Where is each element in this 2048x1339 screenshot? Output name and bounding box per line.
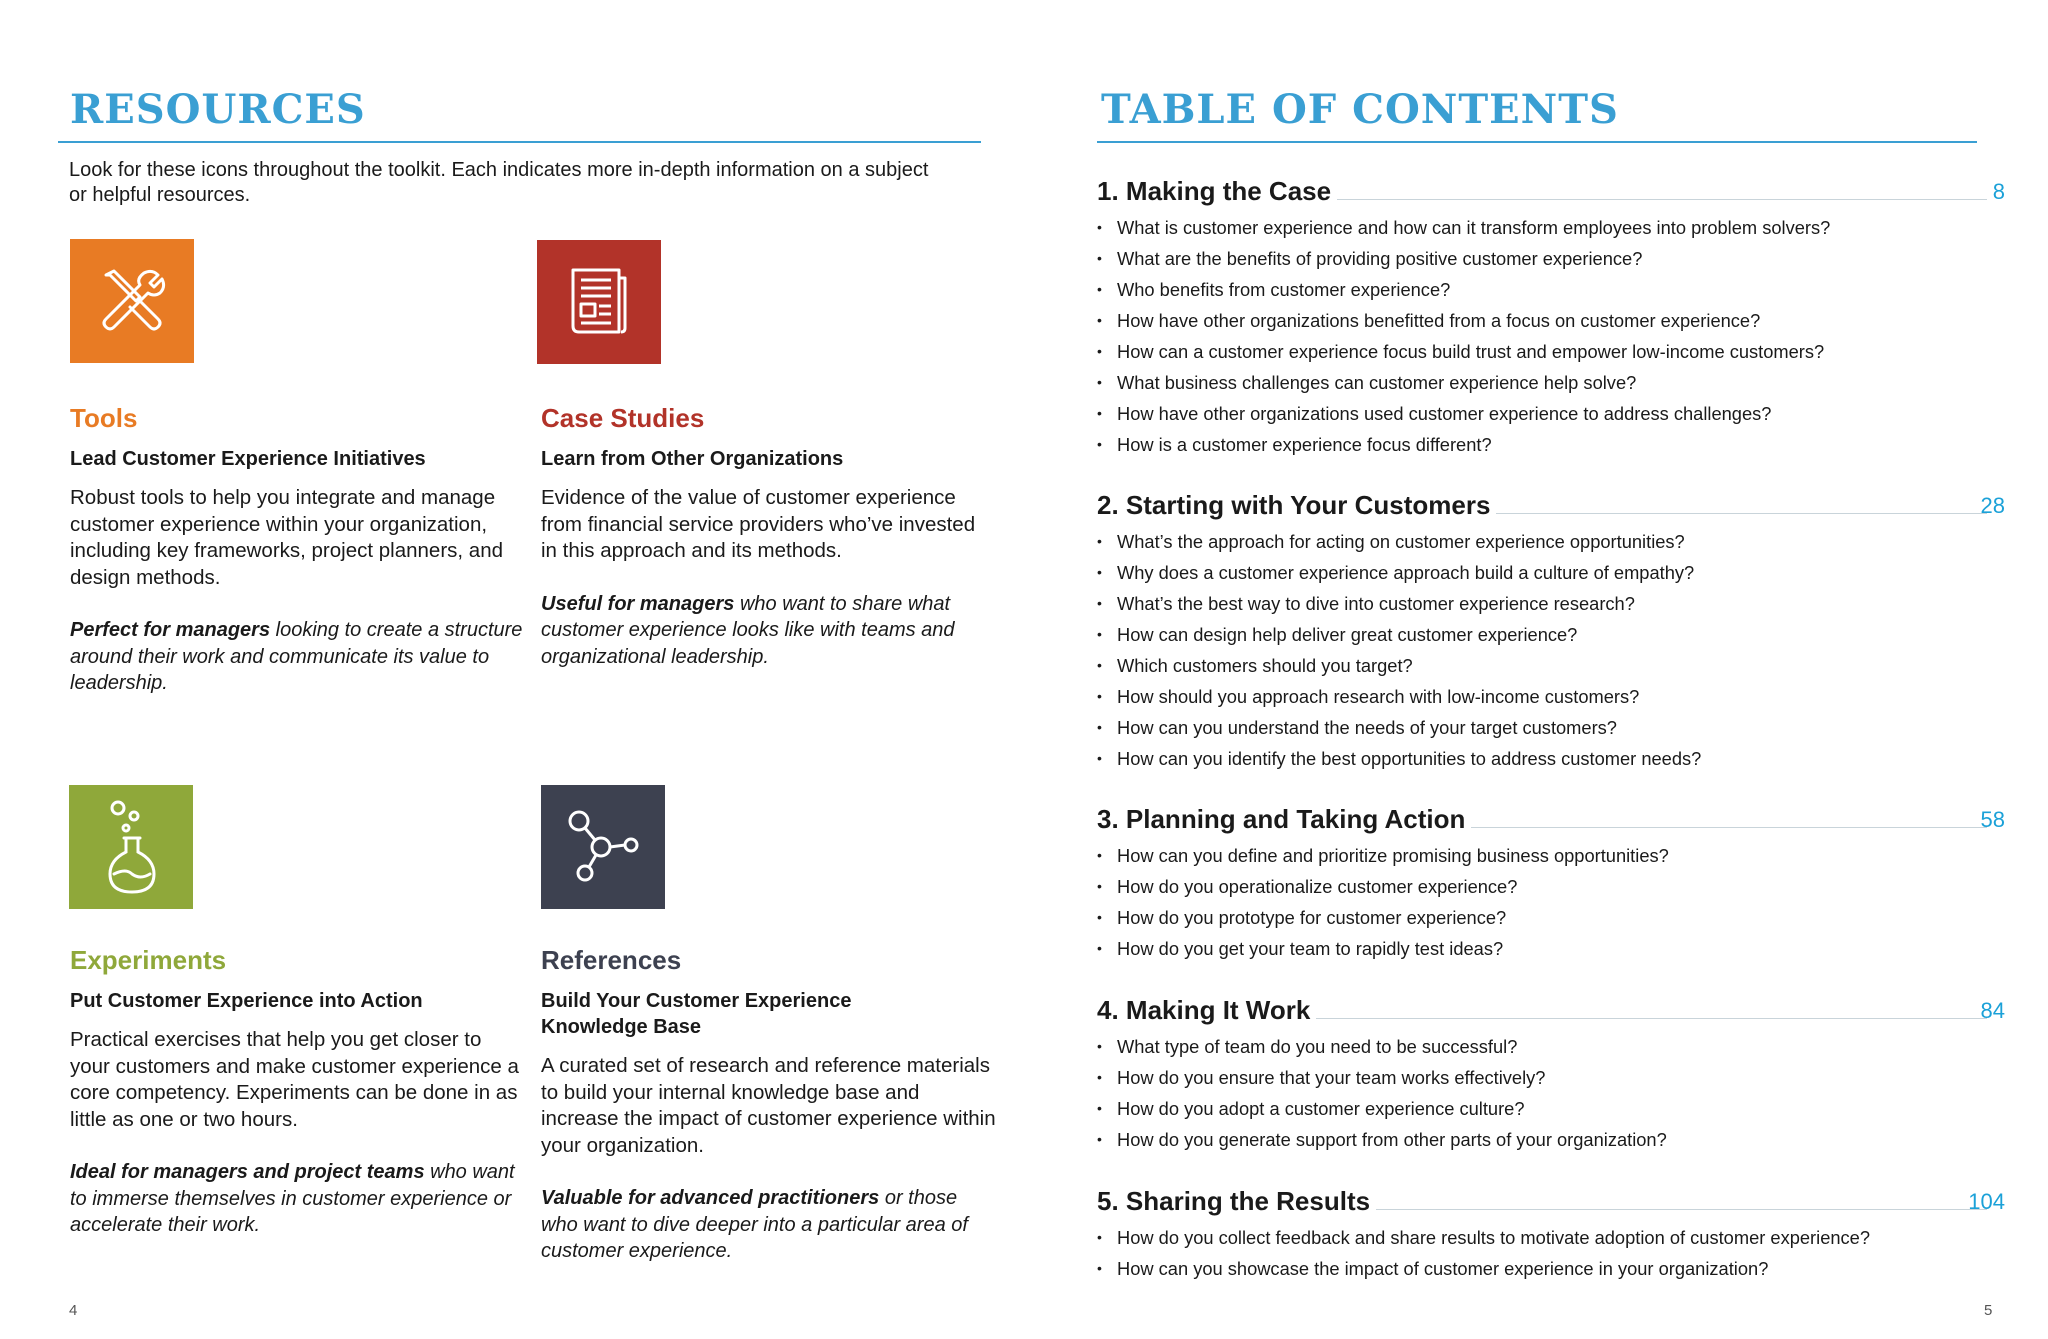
tools-description: Robust tools to help you integrate and manage customer experience within your organization, including key frameworks, project planners, and design methods. [70, 486, 503, 589]
list-item: • How have other organizations benefitted from a focus on customer experience? [1097, 305, 1987, 336]
tools-icon [70, 239, 194, 363]
list-item: • Why does a customer experience approach build a culture of empathy? [1097, 557, 1987, 588]
tools-title: Tools [70, 403, 138, 433]
toc-section-2 [1097, 487, 2005, 774]
case-studies-title: Case Studies [541, 403, 705, 433]
list-item: • How is a customer experience focus different? [1097, 429, 1987, 460]
references-subtitle: Build Your Customer Experience Knowledge Base [541, 990, 852, 1038]
toc-section-4 [1097, 992, 2005, 1155]
list-item: • How should you approach research with low-income customers? [1097, 681, 1987, 712]
case-studies-subtitle: Learn from Other Organizations [541, 448, 844, 470]
experiments-note-rest: who want to immerse themselves in customer experience or accelerate their work. [70, 1161, 515, 1236]
toc-leader-line [1471, 827, 1987, 828]
toc-question-list [1097, 1031, 1987, 1155]
toc-section-title: 1. Making the Case [1097, 175, 1337, 207]
list-item: • What’s the approach for acting on customer experience opportunities? [1097, 526, 1987, 557]
toc-section-title: 2. Starting with Your Customers [1097, 489, 1496, 521]
toc-question-list [1097, 526, 1987, 774]
list-item: • What is customer experience and how can it transform employees into problem solvers? [1097, 212, 1987, 243]
list-item: • How can design help deliver great customer experience? [1097, 619, 1987, 650]
network-icon [541, 785, 665, 909]
list-item: • How do you adopt a customer experience culture? [1097, 1093, 1987, 1124]
toc-leader-line [1337, 199, 1987, 200]
experiments-note [70, 1159, 525, 1239]
list-item: • How do you generate support from other parts of your organization? [1097, 1124, 1987, 1155]
toc-leader-line [1316, 1018, 1987, 1019]
list-item: • How can a customer experience focus build trust and empower low-income customers? [1097, 336, 1987, 367]
list-item: • How do you prototype for customer experience? [1097, 902, 1987, 933]
flask-icon [69, 785, 193, 909]
case-studies-block [541, 446, 996, 670]
toc-page-number: 104 [1968, 1189, 2005, 1214]
toc-question-list [1097, 1222, 1987, 1284]
toc-leader-line [1496, 513, 1987, 514]
list-item: • Who benefits from customer experience? [1097, 274, 1987, 305]
list-item: • How can you understand the needs of your target customers? [1097, 712, 1987, 743]
toc-section-3 [1097, 801, 2005, 964]
experiments-subtitle: Put Customer Experience into Action [70, 990, 423, 1012]
list-item: • Which customers should you target? [1097, 650, 1987, 681]
list-item: • What are the benefits of providing positive customer experience? [1097, 243, 1987, 274]
toc-section-5 [1097, 1183, 2005, 1284]
tools-note-bold: Perfect for managers [70, 619, 271, 641]
list-item: • How can you identify the best opportunities to address customer needs? [1097, 743, 1987, 774]
toc-page-number: 8 [1992, 179, 2005, 204]
toc-page-number: 84 [1980, 998, 2005, 1023]
tools-subtitle: Lead Customer Experience Initiatives [70, 448, 426, 470]
tools-note [70, 617, 525, 697]
references-note-bold: Valuable for advanced practitioners [541, 1187, 880, 1209]
tools-note-rest: looking to create a structure around their work and communicate its value to leadership. [70, 619, 523, 694]
experiments-block [70, 988, 525, 1239]
document-icon [537, 240, 661, 364]
resources-intro: Look for these icons throughout the toolkit. Each indicates more in-depth information on a subject or helpful resources. [69, 159, 929, 206]
toc-question-list [1097, 212, 1987, 460]
references-description: A curated set of research and reference materials to build your internal knowledge base and increase the impact of customer experience within your organization. [541, 1054, 996, 1157]
list-item: • How do you get your team to rapidly test ideas? [1097, 933, 1987, 964]
list-item: • What type of team do you need to be successful? [1097, 1031, 1987, 1062]
tools-block [70, 446, 525, 697]
case-studies-note-rest: who want to share what customer experience looks like with teams and organizational leadership. [541, 592, 955, 668]
list-item: • How do you ensure that your team works effectively? [1097, 1062, 1987, 1093]
toc-page-number: 58 [1980, 807, 2005, 832]
list-item: • How can you define and prioritize promising business opportunities? [1097, 840, 1987, 871]
toc-section-heading[interactable] [1097, 173, 2005, 207]
list-item: • How have other organizations used customer experience to address challenges? [1097, 398, 1987, 429]
references-block [541, 988, 996, 1265]
toc-title-rule [1097, 141, 1977, 143]
list-item: • How can you showcase the impact of customer experience in your organization? [1097, 1253, 1987, 1284]
left-page-number: 4 [69, 1302, 78, 1319]
case-studies-note-bold: Useful for managers [541, 592, 735, 615]
list-item: • How do you collect feedback and share results to motivate adoption of customer experience? [1097, 1222, 1987, 1253]
references-note [541, 1185, 996, 1265]
toc-question-list [1097, 840, 1987, 964]
toc-leader-line [1376, 1209, 1987, 1210]
list-item: • What’s the best way to dive into customer experience research? [1097, 588, 1987, 619]
list-item: • How do you operationalize customer experience? [1097, 871, 1987, 902]
experiments-description: Practical exercises that help you get closer to your customers and make customer experience a core competency. Experiments can be done in as little as one or two hours. [70, 1028, 519, 1131]
experiments-title: Experiments [70, 945, 227, 975]
list-item: • What business challenges can customer experience help solve? [1097, 367, 1987, 398]
resources-title-rule [58, 141, 981, 143]
toc-section-title: 5. Sharing the Results [1097, 1185, 1376, 1217]
toc-section-title: 4. Making It Work [1097, 994, 1316, 1026]
case-studies-description: Evidence of the value of customer experience from financial service providers who’ve invested in this approach and its methods. [541, 486, 976, 562]
toc-section-heading[interactable] [1097, 992, 2005, 1026]
right-page-number: 5 [1984, 1302, 1993, 1319]
toc-section-heading[interactable] [1097, 801, 2005, 835]
case-studies-note [541, 591, 996, 671]
references-note-rest: or those who want to dive deeper into a particular area of customer experience. [541, 1187, 968, 1262]
toc-section-heading[interactable] [1097, 1183, 2005, 1217]
references-title: References [541, 945, 682, 975]
toc-title: TABLE OF CONTENTS [1101, 86, 1619, 133]
toc-section-heading[interactable] [1097, 487, 2005, 521]
toc-section-title: 3. Planning and Taking Action [1097, 803, 1471, 835]
resources-title: RESOURCES [70, 86, 366, 133]
toc-page-number: 28 [1980, 493, 2005, 518]
experiments-note-bold: Ideal for managers and project teams [70, 1161, 425, 1183]
toc-section-1 [1097, 173, 2005, 460]
